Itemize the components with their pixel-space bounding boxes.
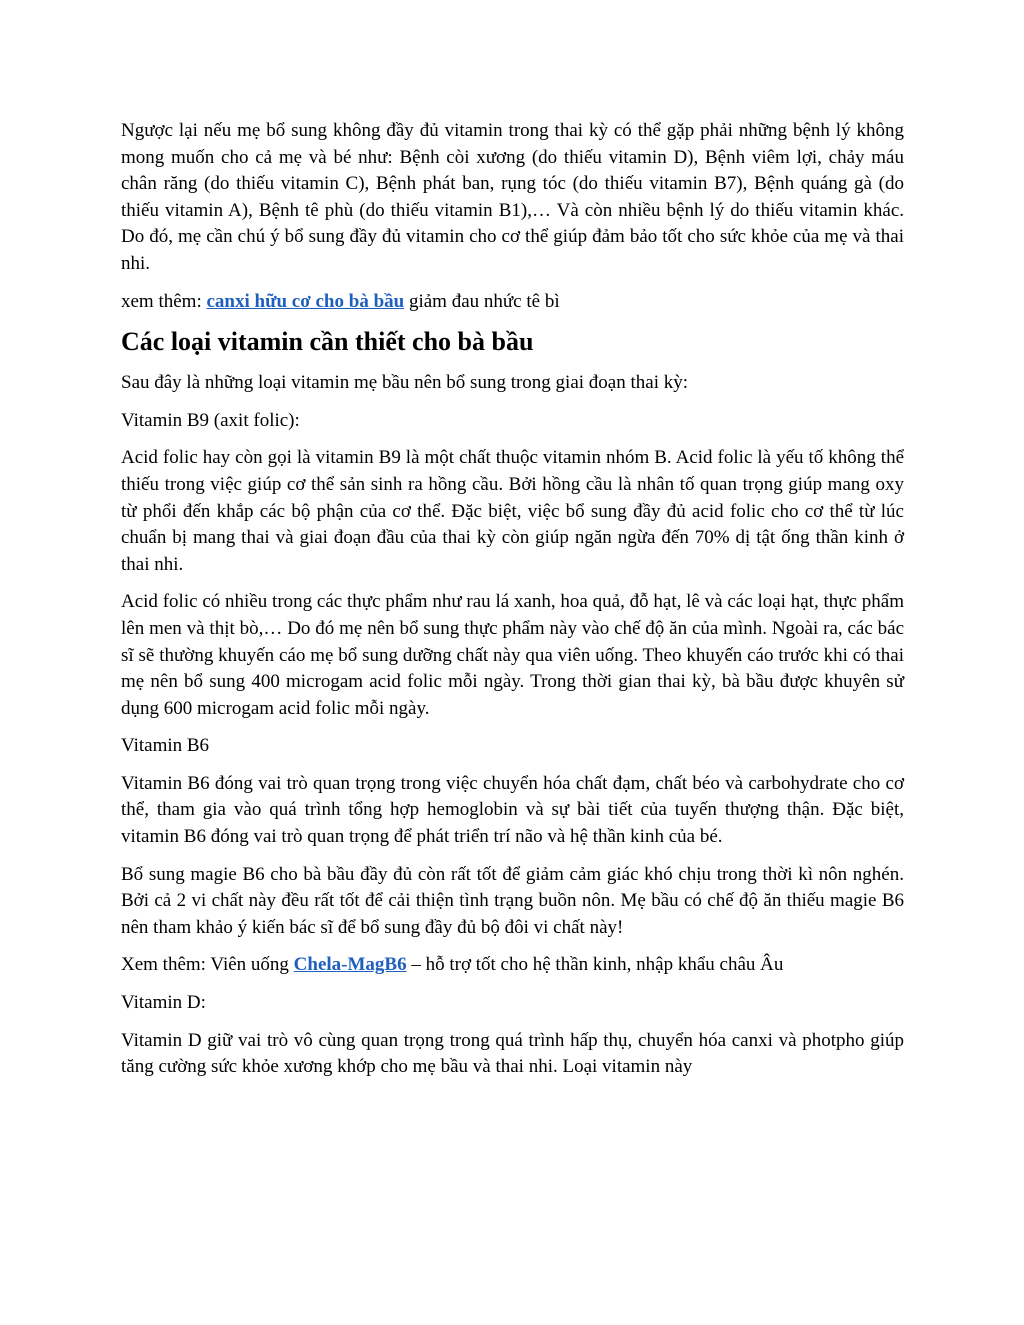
see-more-calcium	[121, 289, 904, 316]
calcium-link[interactable]: canxi hữu cơ cho bà bầu	[206, 290, 405, 312]
document-page	[121, 118, 904, 1092]
vitamin-d-title: Vitamin D:	[121, 992, 206, 1014]
see-more-suffix: giảm đau nhức tê bì	[404, 290, 560, 312]
vitamin-b6-title: Vitamin B6	[121, 735, 210, 757]
see-more-chela-magb6	[121, 952, 904, 979]
section-heading: Các loại vitamin cần thiết cho bà bầu	[121, 327, 534, 357]
chela-magb6-link[interactable]: Chela-MagB6	[293, 954, 407, 976]
see-more-prefix: Xem thêm: Viên uống	[121, 954, 294, 976]
vitamin-b9-paragraph-2: Acid folic có nhiều trong các thực phẩm như rau lá xanh, hoa quả, đỗ hạt, lê và các loại hạt, thực phẩm lên men và thịt bò,… Do đó mẹ nên bổ sung thực phẩm này vào chế độ ăn của mình. Ngoài ra, các bác sĩ sẽ thường khuyến cáo mẹ bổ sung dưỡng chất này qua viên uống. Theo khuyến cáo trước khi có thai mẹ nên bổ sung 400 microgam acid folic mỗi ngày. Trong thời gian thai kỳ, bà bầu được khuyên sử dụng 600 microgam acid folic mỗi ngày.	[121, 591, 904, 719]
see-more-prefix: xem thêm:	[121, 290, 207, 312]
vitamin-d-paragraph-1: Vitamin D giữ vai trò vô cùng quan trọng trong quá trình hấp thụ, chuyển hóa canxi và photpho giúp tăng cường sức khỏe xương khớp cho mẹ bầu và thai nhi. Loại vitamin này	[121, 1029, 904, 1078]
vitamin-b6-paragraph-2: Bổ sung magie B6 cho bà bầu đầy đủ còn rất tốt để giảm cảm giác khó chịu trong thời kì nôn nghén. Bởi cả 2 vi chất này đều rất tốt để cải thiện tình trạng buồn nôn. Mẹ bầu có chế độ ăn thiếu magie B6 nên tham khảo ý kiến bác sĩ để bổ sung đầy đủ bộ đôi vi chất này!	[121, 863, 904, 938]
vitamin-b9-title: Vitamin B9 (axit folic):	[121, 409, 300, 431]
vitamin-b9-paragraph-1: Acid folic hay còn gọi là vitamin B9 là một chất thuộc vitamin nhóm B. Acid folic là yếu tố không thể thiếu trong việc giúp cơ thể sản sinh ra hồng cầu. Bởi hồng cầu là nhân tố quan trọng giúp mang oxy từ phổi đến khắp các bộ phận của cơ thể. Đặc biệt, việc bổ sung đầy đủ acid folic cho cơ thể từ lúc chuẩn bị mang thai và giai đoạn đầu của thai kỳ còn giúp ngăn ngừa đến 70% dị tật ống thần kinh ở thai nhi.	[121, 447, 904, 575]
vitamin-b6-paragraph-1: Vitamin B6 đóng vai trò quan trọng trong việc chuyển hóa chất đạm, chất béo và carbohydrate cho cơ thể, tham gia vào quá trình tổng hợp hemoglobin và sự bài tiết của tuyến thượng thận. Đặc biệt, vitamin B6 đóng vai trò quan trọng để phát triển trí não và hệ thần kinh của bé.	[121, 772, 904, 848]
see-more-suffix: – hỗ trợ tốt cho hệ thần kinh, nhập khẩu châu Âu	[406, 954, 784, 976]
section-intro: Sau đây là những loại vitamin mẹ bầu nên bổ sung trong giai đoạn thai kỳ:	[121, 372, 689, 394]
paragraph-vitamin-deficiency: Ngược lại nếu mẹ bổ sung không đầy đủ vitamin trong thai kỳ có thể gặp phải những bệnh lý không mong muốn cho cả mẹ và bé như: Bệnh còi xương (do thiếu vitamin D), Bệnh viêm lợi, chảy máu chân răng (do thiếu vitamin C), Bệnh phát ban, rụng tóc (do thiếu vitamin B7), Bệnh quáng gà (do thiếu vitamin A), Bệnh tê phù (do thiếu vitamin B1),… Và còn nhiều bệnh lý do thiếu vitamin khác. Do đó, mẹ cần chú ý bổ sung đầy đủ vitamin cho cơ thể giúp đảm bảo tốt cho sức khỏe của mẹ và thai nhi.	[121, 120, 904, 274]
